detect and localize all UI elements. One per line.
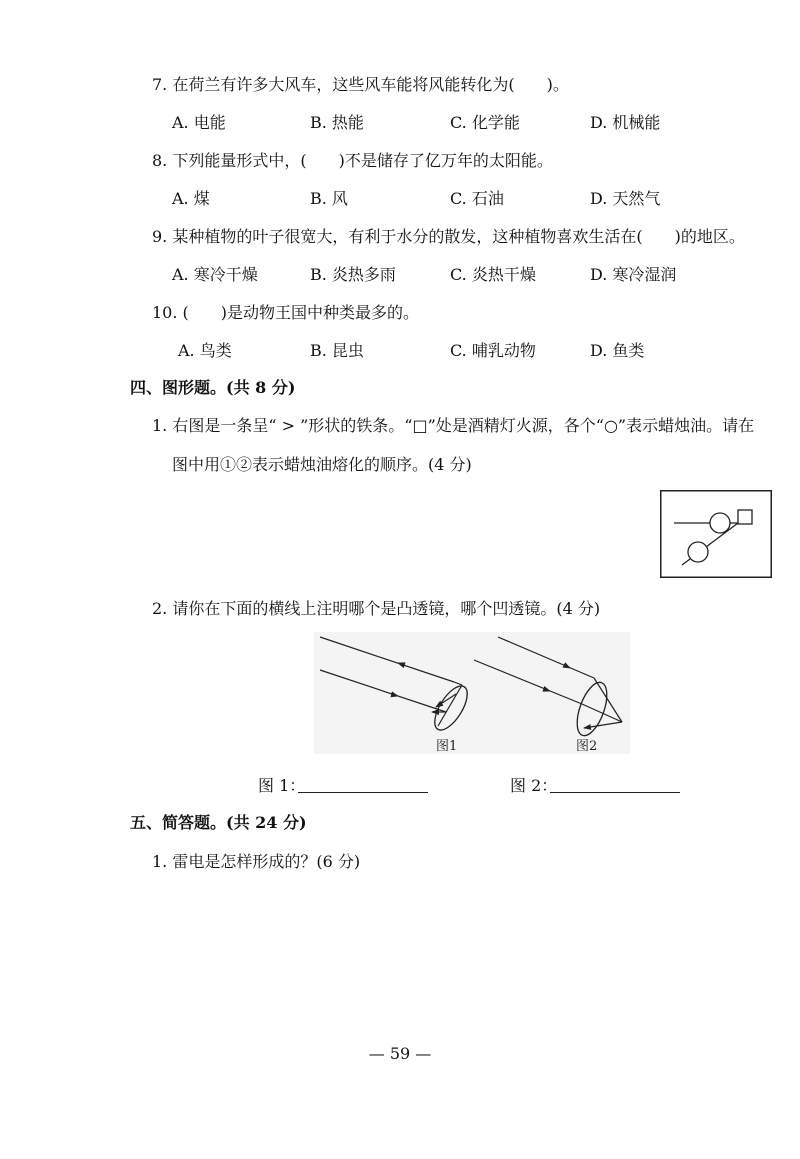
option-d: D. 天然气 — [590, 189, 661, 208]
answer-line-fig2[interactable] — [550, 792, 680, 793]
option-c: C. 炎热干燥 — [450, 265, 536, 284]
wax-circle-bottom — [688, 542, 708, 562]
fig1-caption: 图1 — [436, 739, 458, 754]
page-number: — 59 — — [368, 1044, 432, 1063]
section-5-title: 五、简答题。(共 24 分) — [130, 813, 307, 832]
section-4-q2: 2. 请你在下面的横线上注明哪个是凸透镜，哪个凹透镜。(4 分) — [152, 599, 601, 618]
question-8-options — [172, 189, 732, 209]
section-5-q1: 1. 雷电是怎样形成的？(6 分) — [152, 852, 361, 871]
fig2-caption: 图2 — [576, 739, 598, 754]
option-a: A. 电能 — [172, 113, 226, 132]
option-b: B. 风 — [310, 189, 348, 208]
option-d: D. 机械能 — [590, 113, 661, 132]
iron-bar-diagram — [660, 490, 772, 578]
question-10-options — [178, 341, 738, 361]
option-b: B. 昆虫 — [310, 341, 364, 360]
question-10-stem: 10. ( )是动物王国中种类最多的。 — [152, 303, 420, 322]
section-4-q1-line2: 图中用①②表示蜡烛油熔化的顺序。(4 分) — [172, 455, 472, 474]
question-8-stem: 8. 下列能量形式中，( )不是储存了亿万年的太阳能。 — [152, 151, 553, 170]
answer-line-fig1[interactable] — [298, 792, 428, 793]
option-a: A. 寒冷干燥 — [172, 265, 258, 284]
flame-source-square — [738, 510, 752, 524]
answer-label-fig1: 图 1： — [258, 776, 306, 795]
diagram-frame — [661, 491, 772, 578]
wax-circle-top — [710, 513, 730, 533]
option-b: B. 炎热多雨 — [310, 265, 396, 284]
question-7-stem: 7. 在荷兰有许多大风车，这些风车能将风能转化为( )。 — [152, 75, 569, 94]
option-d: D. 寒冷湿润 — [590, 265, 677, 284]
option-b: B. 热能 — [310, 113, 364, 132]
option-c: C. 化学能 — [450, 113, 520, 132]
question-7-options — [172, 113, 732, 133]
answer-label-fig2: 图 2： — [510, 776, 558, 795]
option-a: A. 鸟类 — [178, 341, 232, 360]
option-a: A. 煤 — [172, 189, 210, 208]
option-c: C. 哺乳动物 — [450, 341, 536, 360]
section-4-title: 四、图形题。(共 8 分) — [130, 378, 296, 397]
option-c: C. 石油 — [450, 189, 504, 208]
section-4-q1-line1: 1. 右图是一条呈“ > ”形状的铁条。“□”处是酒精灯火源，各个“○”表示蜡烛油。请在 — [152, 416, 755, 435]
question-9-stem: 9. 某种植物的叶子很宽大，有利于水分的散发，这种植物喜欢生活在( )的地区。 — [152, 227, 745, 246]
option-d: D. 鱼类 — [590, 341, 645, 360]
question-9-options — [172, 265, 732, 285]
lens-diagrams — [314, 632, 630, 754]
